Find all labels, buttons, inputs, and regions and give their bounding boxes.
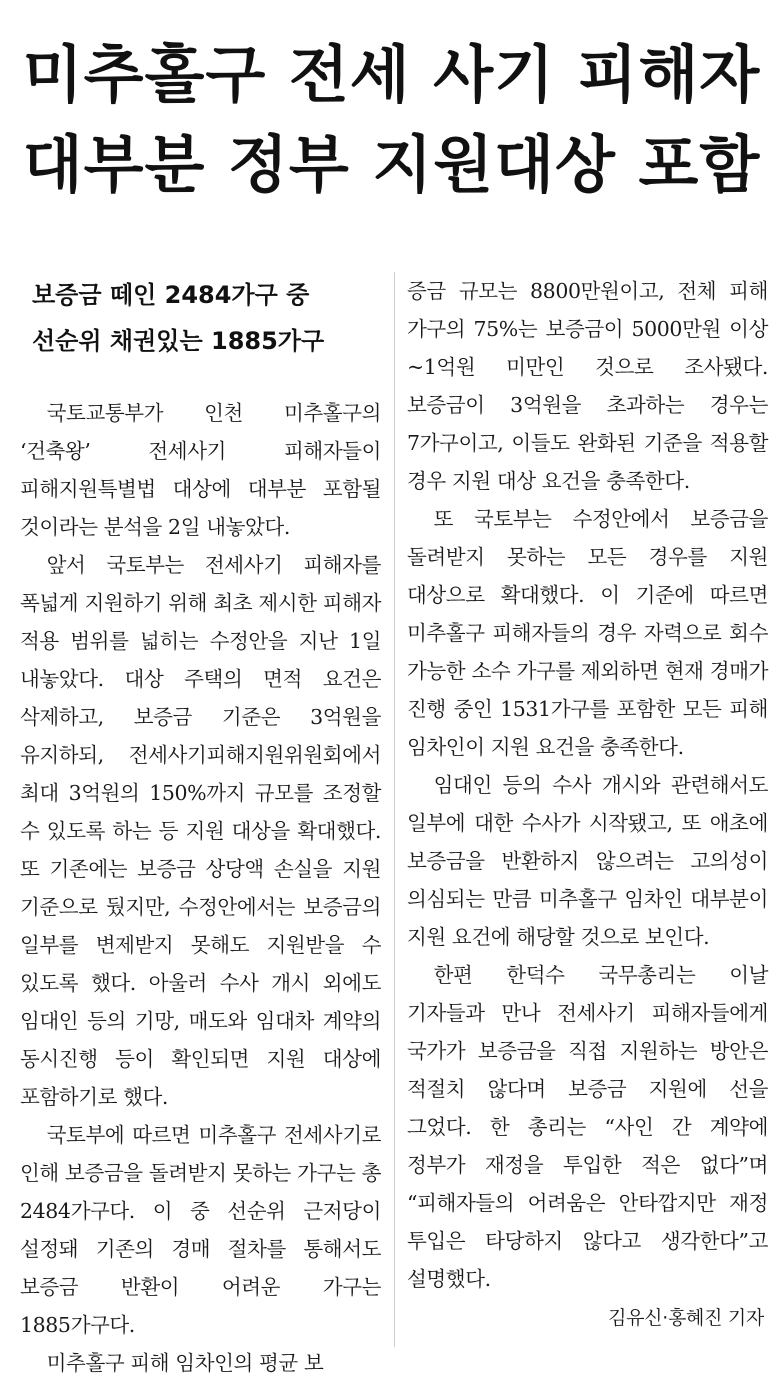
body-paragraph: 한편 한덕수 국무총리는 이날 기자들과 만나 전세사기 피해자들에게 국가가 보증금을 직접 지원하는 방안은 적절치 않다며 보증금 지원에 선을 그었다. 한 총리는 “사인 간 계약에 정부가 재정을 투입한 적은 없다”며 “피해자들의 어려움은 안타깝지만 재정 투입은 타당하지 않다고 생각한다”고 설명했다. xyxy=(407,963,768,1291)
headline-line-1: 미추홀구 전세 사기 피해자 xyxy=(22,38,761,111)
subheadline-line-1: 보증금 떼인 2484가구 중 xyxy=(32,281,310,309)
byline: 김유신·홍혜진 기자 xyxy=(608,1307,764,1329)
article-body xyxy=(20,272,768,1375)
headline-line-2: 대부분 정부 지원대상 포함 xyxy=(22,128,761,201)
body-paragraph: 임대인 등의 수사 개시와 관련해서도 일부에 대한 수사가 시작됐고, 또 애초에 보증금을 반환하지 않으려는 고의성이 의심되는 만큼 미추홀구 임차인 대부분이 지원 요건에 해당할 것으로 보인다. xyxy=(407,773,768,949)
body-paragraph: 또 국토부는 수정안에서 보증금을 돌려받지 못하는 모든 경우를 지원 대상으로 확대했다. 이 기준에 따르면 미추홀구 피해자들의 경우 자력으로 회수 가능한 소수 가구를 제외하면 현재 경매가 진행 중인 1531가구를 포함한 모든 피해 임차인이 지원 요건을 충족한다. xyxy=(407,507,768,759)
body-paragraph: 국토교통부가 인천 미추홀구의 ‘건축왕’ 전세사기 피해자들이 피해지원특별법 대상에 대부분 포함될 것이라는 분석을 2일 내놓았다. xyxy=(20,401,381,539)
right-column xyxy=(407,272,768,1342)
body-paragraph: 앞서 국토부는 전세사기 피해자를 폭넓게 지원하기 위해 최초 제시한 피해자 적용 범위를 넓히는 수정안을 지난 1일 내놓았다. 대상 주택의 면적 요건은 삭제하고, 보증금 기준은 3억원을 유지하되, 전세사기피해지원위원회에서 최대 3억원의 150%까지 규모를 조정할 수 있도록 하는 등 지원 대상을 확대했다. 또 기존에는 보증금 상당액 손실을 지원 기준으로 뒀지만, 수정안에서는 보증금의 일부를 변제받지 못해도 지원받을 수 있도록 했다. 아울러 수사 개시 외에도 임대인 등의 기망, 매도와 임대차 계약의 동시진행 등이 확인되면 지원 대상에 포함하기로 했다. xyxy=(20,553,381,1109)
article-headline xyxy=(0,30,783,210)
article-subheadline xyxy=(32,272,381,364)
body-paragraph-continued: 증금 규모는 8800만원이고, 전체 피해 가구의 75%는 보증금이 5000만원 이상~1억원 미만인 것으로 조사됐다. 보증금이 3억원을 초과하는 경우는 7가구이고, 이들도 완화된 기준을 적용할 경우 지원 대상 요건을 충족한다. xyxy=(407,279,768,493)
subheadline-line-2: 선순위 채권있는 1885가구 xyxy=(32,327,325,355)
left-column xyxy=(20,272,381,1375)
body-paragraph: 미추홀구 피해 임차인의 평균 보 xyxy=(46,1351,324,1375)
body-paragraph: 국토부에 따르면 미추홀구 전세사기로 인해 보증금을 돌려받지 못하는 가구는 총 2484가구다. 이 중 선순위 근저당이 설정돼 기존의 경매 절차를 통해서도 보증금 반환이 어려운 가구는 1885가구다. xyxy=(20,1123,381,1337)
